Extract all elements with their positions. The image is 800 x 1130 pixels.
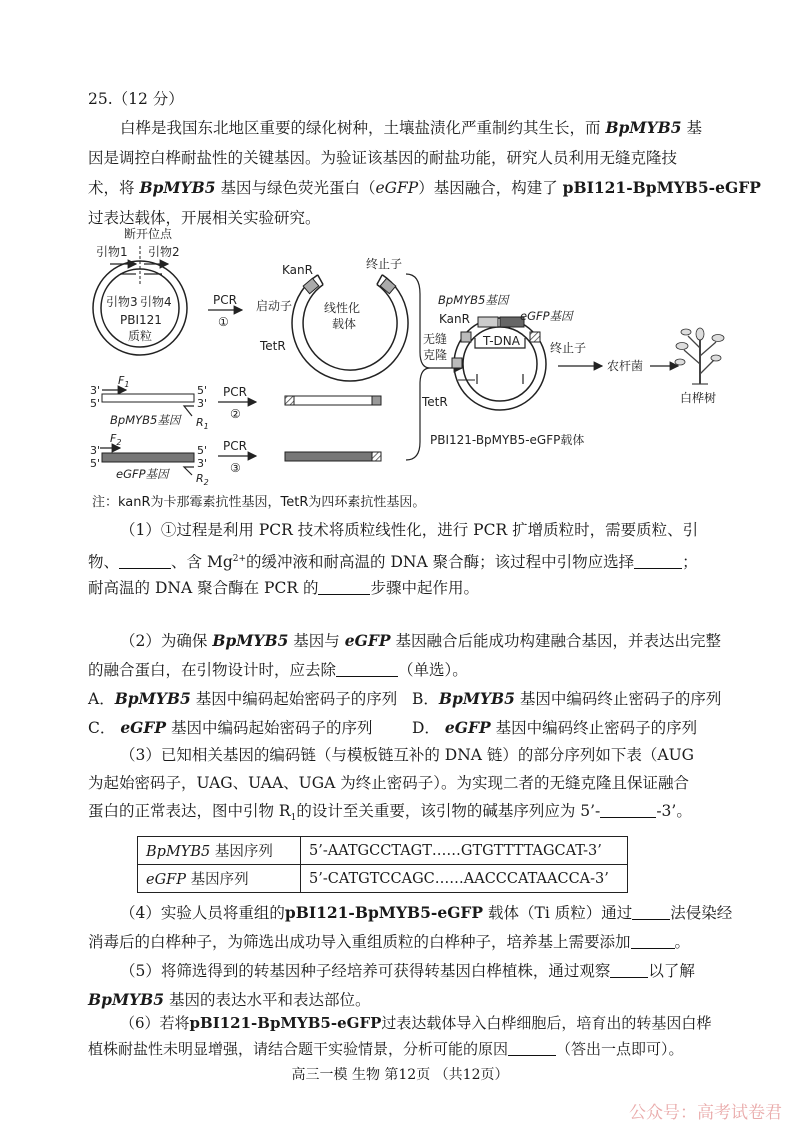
tetr-label: TetR [260, 339, 286, 353]
linear-vector-label-2: 载体 [332, 317, 357, 331]
answer-blank[interactable] [632, 903, 670, 920]
answer-blank[interactable] [336, 660, 398, 677]
q6-line-2: 植株耐盐性未明显增强，请结合题干实验情景，分析可能的原因 （答出一点即可）。 [88, 1040, 684, 1058]
cloning-diagram [80, 224, 720, 487]
terminator-label: 终止子 [366, 257, 403, 271]
egfp-pcr-row [90, 432, 381, 487]
primer4-label: 引物4 [140, 295, 172, 309]
table-cell-seq: 5’-AATGCCTAGT……GTGTTTTAGCAT-3’ [301, 837, 628, 865]
watermark: 公众号：高考试卷君 [629, 1103, 782, 1123]
table-cell-seq: 5’-CATGTCCAGC……AACCCATAACCA-3’ [301, 865, 628, 893]
promoter-label: 启动子 [256, 299, 293, 313]
svg-text:5': 5' [197, 444, 208, 457]
svg-text:5': 5' [90, 457, 101, 470]
q2-line-2: 的融合蛋白，在引物设计时，应去除 （单选）。 [88, 661, 468, 679]
svg-text:②: ② [230, 407, 241, 421]
option-c[interactable]: C． eGFP 基因中编码起始密码子的序列 [88, 718, 373, 737]
primer-r2-label: $R_2$ [196, 472, 209, 487]
table-row [138, 865, 628, 893]
option-d[interactable]: D． eGFP 基因中编码终止密码子的序列 [412, 718, 698, 737]
svg-text:3': 3' [90, 444, 101, 457]
plasmid-label: 质粒 [128, 329, 153, 343]
q3-line-2: 为起始密码子，UAG、UAA、UGA 为终止密码子）。为实现二者的无缝克隆且保证融合 [88, 774, 689, 792]
answer-blank[interactable] [634, 552, 682, 569]
svg-text:PCR: PCR [213, 293, 237, 307]
question-header [88, 88, 184, 110]
q3-line-3: 蛋白的正常表达，图中引物 $R_1$的设计至关重要，该引物的碱基序列应为 5’- -3’。 [88, 802, 692, 824]
egfp-dna-bar [102, 453, 194, 462]
sequence-table [137, 836, 628, 893]
terminator-label-2: 终止子 [550, 341, 587, 355]
merge-bracket [406, 274, 430, 460]
svg-text:3': 3' [197, 457, 208, 470]
kanr-label: KanR [282, 263, 313, 277]
primer-f1-label: $F_1$ [118, 374, 130, 389]
answer-blank[interactable] [631, 932, 675, 949]
bpmyb5-dna-bar [102, 394, 194, 402]
q1-line-3: 耐高温的 DNA 聚合酶在 PCR 的 步骤中起作用。 [88, 579, 479, 597]
primer-r1-label: $R_1$ [196, 416, 209, 431]
birch-tree-icon [675, 328, 724, 384]
answer-blank[interactable] [610, 961, 648, 978]
bpmyb5-gene-label: BpMYB5基因 [438, 293, 509, 307]
answer-blank[interactable] [600, 801, 656, 818]
agrobacterium-label: 农杆菌 [607, 359, 644, 373]
question-number: 25. [88, 90, 113, 108]
svg-text:PCR: PCR [223, 439, 247, 453]
bpmyb5-pcr-row [90, 374, 381, 431]
answer-blank[interactable] [119, 552, 171, 569]
cut-site-label: 断开位点 [124, 227, 173, 241]
table-row [138, 837, 628, 865]
q4-line-2: 消毒后的白桦种子，为筛选出成功导入重组质粒的白桦种子，培养基上需要添加 。 [88, 933, 691, 951]
pcr-step-1 [208, 293, 242, 329]
egfp-gene-label: eGFP基因 [520, 309, 573, 323]
q5-line-2: BpMYB5 基因的表达水平和表达部位。 [88, 990, 371, 1009]
intro-line-2: 因是调控白桦耐盐性的关键基因。为验证该基因的耐盐功能，研究人员利用无缝克隆技 [88, 149, 678, 167]
gene-name: BpMYB5 [605, 118, 682, 137]
linear-vector-label-1: 线性化 [324, 301, 361, 315]
svg-text:3': 3' [197, 397, 208, 410]
birch-label: 白桦树 [680, 391, 717, 405]
seamless-label-2: 克隆 [423, 348, 448, 362]
q4-line-1: （4）实验人员将重组的pBI121-BpMYB5-eGFP 载体（Ti 质粒）通过 法侵染经 [120, 903, 733, 922]
primer2-label: 引物2 [148, 245, 180, 259]
svg-text:5': 5' [90, 397, 101, 410]
pbi121-plasmid [93, 226, 187, 355]
bpmyb5-gene-label-2: BpMYB5基因 [110, 413, 181, 427]
answer-blank[interactable] [318, 578, 370, 595]
egfp-product-bar [285, 452, 381, 461]
bpmyb5-product-bar [285, 396, 381, 405]
q6-line-1: （6）若将pBI121-BpMYB5-eGFP过表达载体导入白桦细胞后，培育出的转基因白桦 [120, 1014, 712, 1032]
vector-name-label: PBI121-BpMYB5-eGFP载体 [430, 433, 585, 447]
tetr-label-2: TetR [422, 395, 448, 409]
intro-line-1: 白桦是我国东北地区重要的绿化树种，土壤盐渍化严重制约其生长，而 BpMYB5 基 [120, 118, 702, 137]
svg-text:PCR: PCR [223, 385, 247, 399]
tdna-label: T-DNA [483, 334, 520, 348]
svg-text:3': 3' [90, 384, 101, 397]
primer-f2-label: $F_2$ [110, 432, 122, 447]
table-cell-gene: BpMYB5 基因序列 [138, 837, 301, 865]
q3-line-1: （3）已知相关基因的编码链（与模板链互补的 DNA 链）的部分序列如下表（AUG [120, 746, 695, 764]
linearized-vector [256, 257, 408, 381]
q2-line-1: （2）为确保 BpMYB5 基因与 eGFP 基因融合后能成功构建融合基因，并表达出完整 [120, 631, 721, 650]
figure-note: 注：kanR为卡那霉素抗性基因，TetR为四环素抗性基因。 [92, 495, 426, 510]
svg-text:③: ③ [230, 461, 241, 475]
primer1-label: 引物1 [96, 245, 128, 259]
egfp-gene-label-2: eGFP基因 [116, 467, 169, 481]
question-points: （12 分） [112, 90, 184, 108]
answer-blank[interactable] [508, 1039, 556, 1056]
option-a[interactable]: A．BpMYB5 基因中编码起始密码子的序列 [88, 689, 398, 708]
q1-line-1: （1）①过程是利用 PCR 技术将质粒线性化，进行 PCR 扩增质粒时，需要质粒、引 [120, 521, 699, 539]
kanr-label-2: KanR [439, 312, 470, 326]
table-cell-gene: eGFP 基因序列 [138, 865, 301, 893]
svg-text:5': 5' [197, 384, 208, 397]
q1-line-2: 物、 、含 $Mg^{2+}$的缓冲液和耐高温的 DNA 聚合酶；该过程中引物应选择 ； [88, 553, 698, 572]
plasmid-name: PBI121 [120, 313, 162, 327]
svg-text:①: ① [218, 315, 229, 329]
primer3-label: 引物3 [106, 295, 138, 309]
option-b[interactable]: B．BpMYB5 基因中编码终止密码子的序列 [412, 689, 722, 708]
intro-line-3: 术，将 BpMYB5 基因与绿色荧光蛋白（eGFP）基因融合，构建了 pBI121-BpMYB5-eGFP [88, 178, 761, 197]
intro-line-4: 过表达载体，开展相关实验研究。 [88, 209, 321, 227]
seamless-label-1: 无缝 [423, 332, 448, 346]
q5-line-1: （5）将筛选得到的转基因种子经培养可获得转基因白桦植株，通过观察 以了解 [120, 962, 695, 980]
page-footer: 高三一模 生物 第12页 （共12页） [291, 1067, 509, 1083]
